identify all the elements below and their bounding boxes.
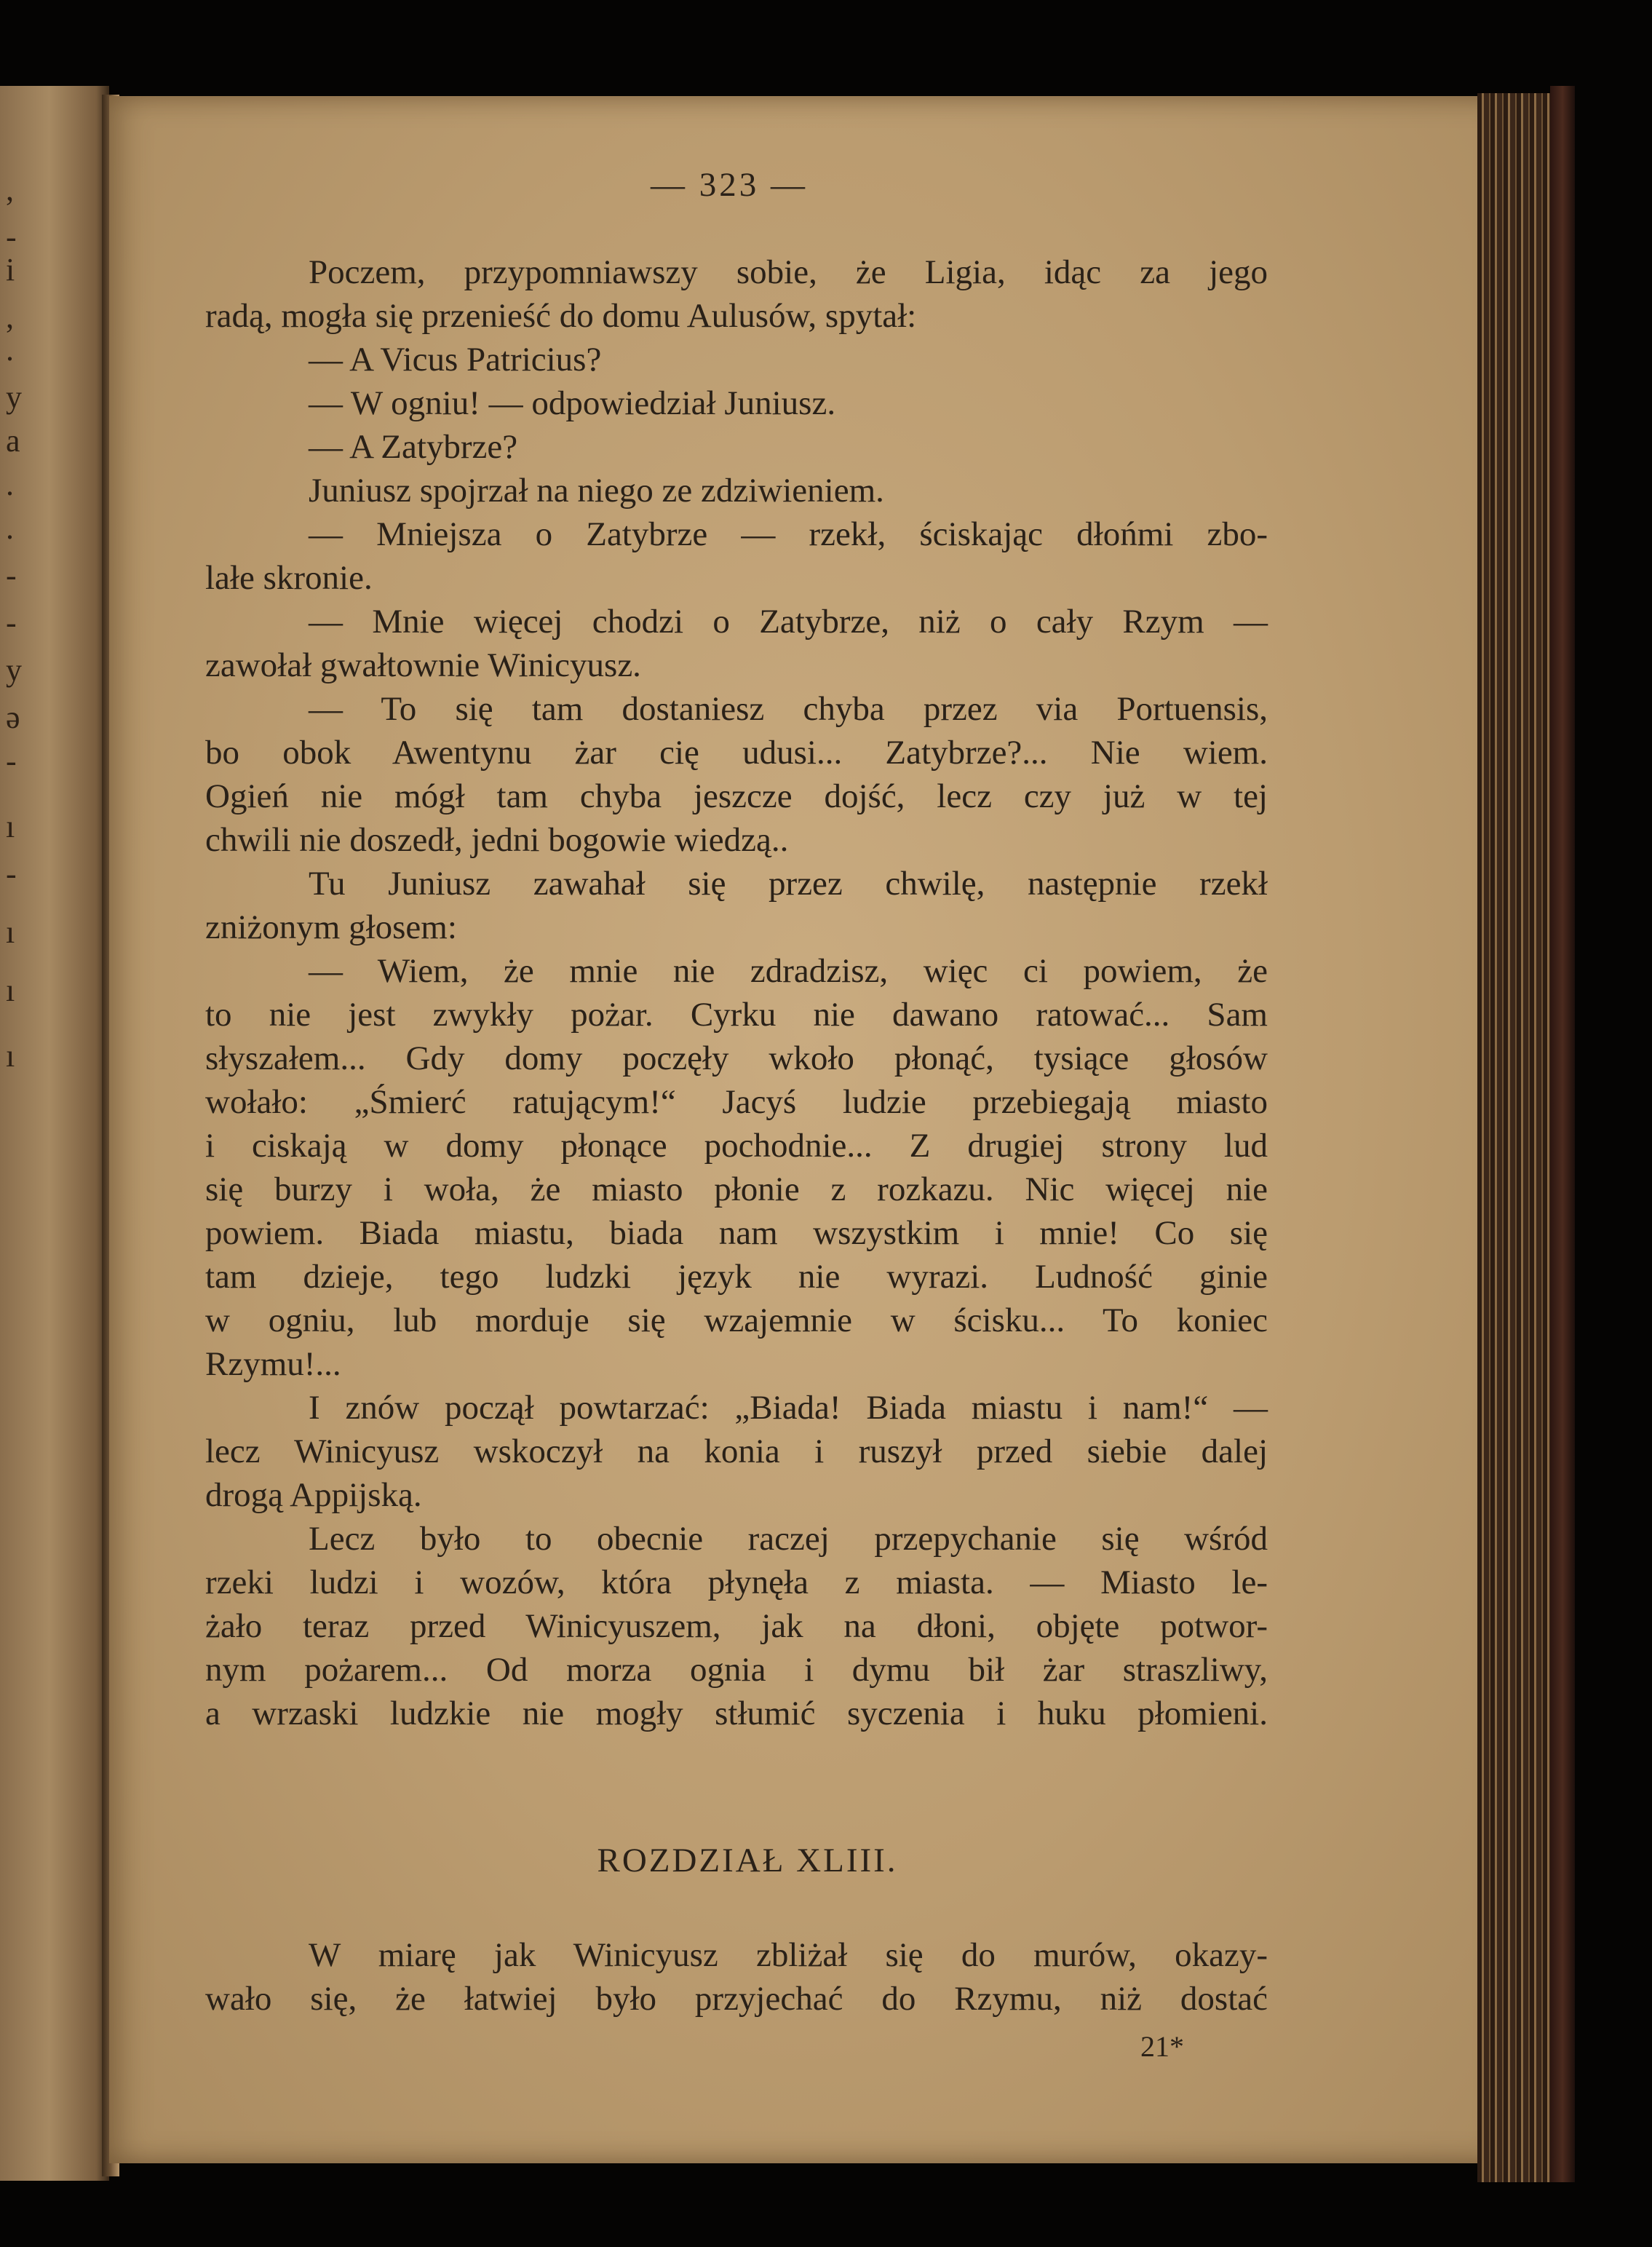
left-page-fragment: - xyxy=(6,558,17,593)
left-page-fragment: a xyxy=(6,423,20,459)
left-page-fragment: ə xyxy=(6,700,20,735)
text-line: W miarę jak Winicyusz zbliżał się do murów, okazy- xyxy=(309,1936,1268,1974)
text-line: I znów począł powtarzać: „Biada! Biada miastu i nam!“ — xyxy=(309,1389,1268,1427)
left-page-fragment: - xyxy=(6,856,17,892)
body-paragraphs xyxy=(205,250,1268,1735)
left-page-fragment: y xyxy=(6,652,22,688)
left-page-fragment: ı xyxy=(6,914,15,950)
text-line: — To się tam dostaniesz chyba przez via Portuensis, xyxy=(309,690,1268,728)
text-line: — Mniejsza o Zatybrze — rzekł, ściskając dłońmi zbo- xyxy=(309,515,1268,553)
text-line: a wrzaski ludzkie nie mogły stłumić syczenia i huku płomieni. xyxy=(205,1695,1268,1732)
left-page-fragment: . xyxy=(6,467,14,502)
printer-signature: 21* xyxy=(1140,2030,1184,2063)
left-page-fragment: - xyxy=(6,743,17,779)
left-page-fragment: , xyxy=(6,299,14,335)
page-number: — 323 — xyxy=(651,166,808,204)
left-page-edge xyxy=(0,86,109,2181)
text-line: — A Zatybrze? xyxy=(309,428,518,466)
text-line: zawołał gwałtownie Winicyusz. xyxy=(205,646,641,684)
text-line: lałe skronie. xyxy=(205,559,373,597)
text-line: bo obok Awentynu żar cię udusi... Zatybrze?... Nie wiem. xyxy=(205,734,1268,772)
text-line: tam dzieje, tego ludzki język nie wyrazi. Ludność ginie xyxy=(205,1258,1268,1296)
left-page-fragment: y xyxy=(6,379,22,415)
text-line: w ogniu, lub morduje się wzajemnie w ścisku... To koniec xyxy=(205,1301,1268,1339)
left-page-fragment: i xyxy=(6,252,15,288)
text-line: — A Vicus Patricius? xyxy=(309,341,602,379)
page-text xyxy=(205,163,1268,2069)
text-line: Ogień nie mógł tam chyba jeszcze dojść, lecz czy już w tej xyxy=(205,777,1268,815)
chapter-heading: ROZDZIAŁ XLIII. xyxy=(597,1842,898,1879)
text-line: powiem. Biada miastu, biada nam wszystkim i mnie! Co się xyxy=(205,1214,1268,1252)
text-line: Poczem, przypomniawszy sobie, że Ligia, idąc za jego xyxy=(309,253,1268,291)
text-line: lecz Winicyusz wskoczył na konia i ruszył przed siebie dalej xyxy=(205,1432,1268,1470)
text-line: — Wiem, że mnie nie zdradzisz, więc ci powiem, że xyxy=(309,952,1268,990)
chapter-paragraph xyxy=(205,1933,1268,2021)
text-line: słyszałem... Gdy domy poczęły wkoło płonąć, tysiące głosów xyxy=(205,1039,1268,1077)
text-line: chwili nie doszedł, jedni bogowie wiedzą.. xyxy=(205,821,789,859)
text-line: Tu Juniusz zawahał się przez chwilę, następnie rzekł xyxy=(309,865,1268,903)
text-line: wołało: „Śmierć ratującym!“ Jacyś ludzie przebiegają miasto xyxy=(205,1083,1268,1121)
text-line: radą, mogła się przenieść do domu Aulusów, spytał: xyxy=(205,297,917,335)
text-line: nym pożarem... Od morza ognia i dymu bił żar straszliwy, xyxy=(205,1651,1268,1689)
text-line: Juniusz spojrzał na niego ze zdziwieniem. xyxy=(309,472,884,510)
left-page-fragment: - xyxy=(6,605,17,641)
text-line: i ciskają w domy płonące pochodnie... Z drugiej strony lud xyxy=(205,1127,1268,1165)
text-line: wało się, że łatwiej było przyjechać do Rzymu, niż dostać xyxy=(205,1980,1268,2018)
left-page-fragment: ı xyxy=(6,809,15,844)
text-line: żało teraz przed Winicyuszem, jak na dłoni, objęte potwor- xyxy=(205,1607,1268,1645)
text-line: — Mnie więcej chodzi o Zatybrze, niż o cały Rzym — xyxy=(309,603,1268,641)
text-line: to nie jest zwykły pożar. Cyrku nie dawano ratować... Sam xyxy=(205,996,1268,1034)
left-page-fragment: ı xyxy=(6,972,15,1008)
text-line: Lecz było to obecnie raczej przepychanie się wśród xyxy=(309,1520,1268,1558)
text-line: rzeki ludzi i wozów, która płynęła z miasta. — Miasto le- xyxy=(205,1564,1268,1601)
left-page-fragment: - xyxy=(6,219,17,255)
book-cover-edge xyxy=(1550,86,1575,2182)
text-line: — W ogniu! — odpowiedział Juniusz. xyxy=(309,384,836,422)
text-line: drogą Appijską. xyxy=(205,1476,422,1514)
left-page-fragment: , xyxy=(6,172,14,207)
text-line: Rzymu!... xyxy=(205,1345,341,1383)
left-page-fragment: . xyxy=(6,510,14,546)
left-page-fragment: . xyxy=(6,332,14,368)
text-line: zniżonym głosem: xyxy=(205,908,457,946)
text-line: się burzy i woła, że miasto płonie z rozkazu. Nic więcej nie xyxy=(205,1170,1268,1208)
left-page-fragment: ı xyxy=(6,1038,15,1074)
